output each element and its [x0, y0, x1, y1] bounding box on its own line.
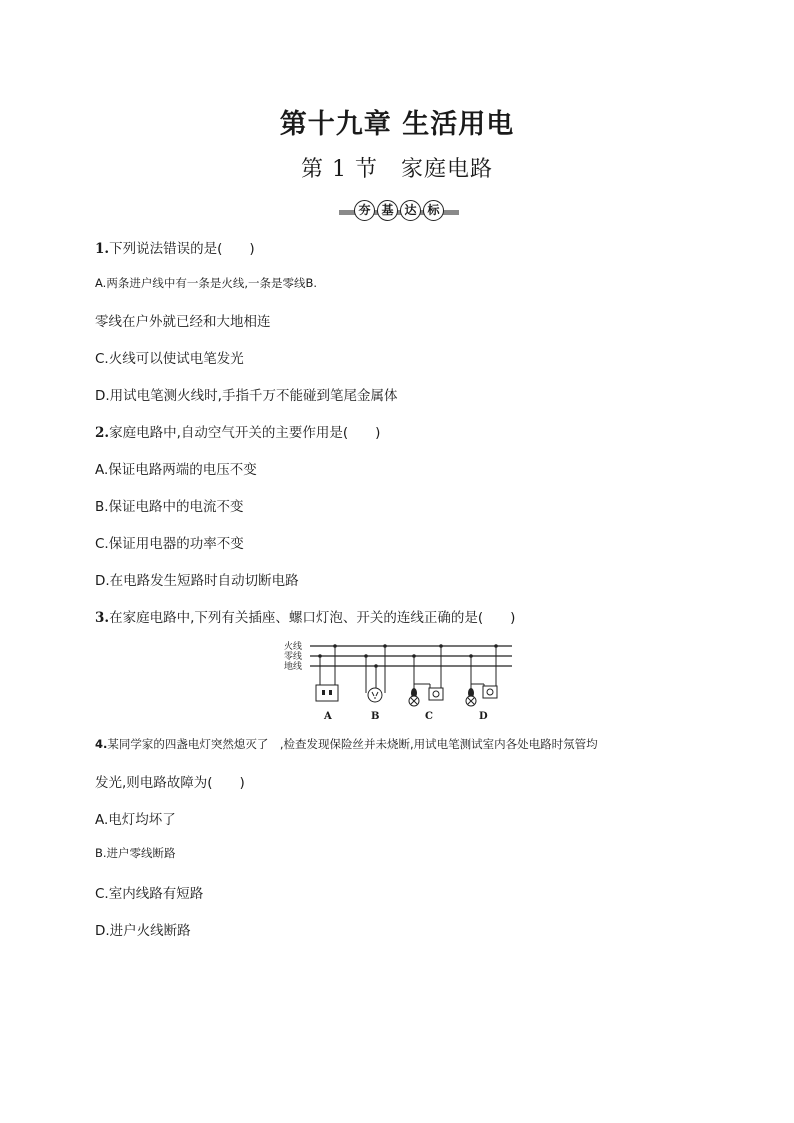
- question-number: 2.: [95, 425, 110, 441]
- question-number: 1.: [95, 241, 110, 257]
- banner-char: 基: [377, 200, 398, 221]
- question-number: 3.: [95, 610, 110, 626]
- question-3-stem: [95, 606, 515, 626]
- question-4-option: C.室内线路有短路: [95, 886, 204, 902]
- question-text: 在家庭电路中,下列有关插座、螺口灯泡、开关的连线正确的是( ): [109, 610, 516, 626]
- question-2-option: A.保证电路两端的电压不变: [95, 462, 257, 478]
- question-2-stem: [95, 421, 380, 441]
- question-1-option: A.两条进户线中有一条是火线,一条是零线B.: [95, 276, 318, 290]
- banner-char: 夯: [354, 200, 375, 221]
- question-4-option: B.进户零线断路: [95, 846, 176, 860]
- question-4-stem-continued: 发光,则电路故障为( ): [95, 775, 245, 791]
- option-b-socket: [364, 644, 387, 702]
- section-banner: [339, 200, 459, 224]
- option-d-lamp-switch: [466, 644, 498, 706]
- chapter-title: 第十九章 生活用电: [279, 109, 515, 140]
- question-2-option: D.在电路发生短路时自动切断电路: [95, 573, 299, 589]
- question-2-option: C.保证用电器的功率不变: [95, 536, 244, 552]
- question-1-option: C.火线可以使试电笔发光: [95, 351, 244, 367]
- banner-char: 达: [400, 200, 421, 221]
- question-number: 4.: [95, 737, 108, 751]
- question-text: 下列说法错误的是( ): [109, 241, 255, 257]
- wiring-diagram: [280, 637, 515, 727]
- option-label-a: A: [324, 711, 332, 722]
- question-text: 家庭电路中,自动空气开关的主要作用是( ): [109, 425, 381, 441]
- wire-label-neutral: 零线: [284, 652, 303, 662]
- option-a-socket: [316, 644, 338, 701]
- option-label-c: C: [425, 711, 433, 722]
- option-label-d: D: [479, 711, 488, 722]
- question-1-option: 零线在户外就已经和大地相连: [95, 314, 271, 330]
- question-text: 某同学家的四盏电灯突然熄灭了 ,检查发现保险丝并未烧断,用试电笔测试室内各处电路时氖管均: [107, 737, 598, 751]
- question-1-option: D.用试电笔测火线时,手指千万不能碰到笔尾金属体: [95, 388, 398, 404]
- option-label-b: B: [371, 711, 380, 722]
- question-2-option: B.保证电路中的电流不变: [95, 499, 244, 515]
- question-4-option: A.电灯均坏了: [95, 812, 176, 828]
- banner-char: 标: [423, 200, 444, 221]
- section-title: 第 1 节 家庭电路: [301, 157, 493, 182]
- option-c-lamp-switch: [409, 644, 443, 706]
- question-1-stem: [95, 237, 255, 257]
- wire-label-ground: 地线: [284, 662, 303, 672]
- wire-label-live: 火线: [284, 642, 303, 652]
- question-4-stem: [95, 736, 598, 752]
- question-4-option: D.进户火线断路: [95, 923, 191, 939]
